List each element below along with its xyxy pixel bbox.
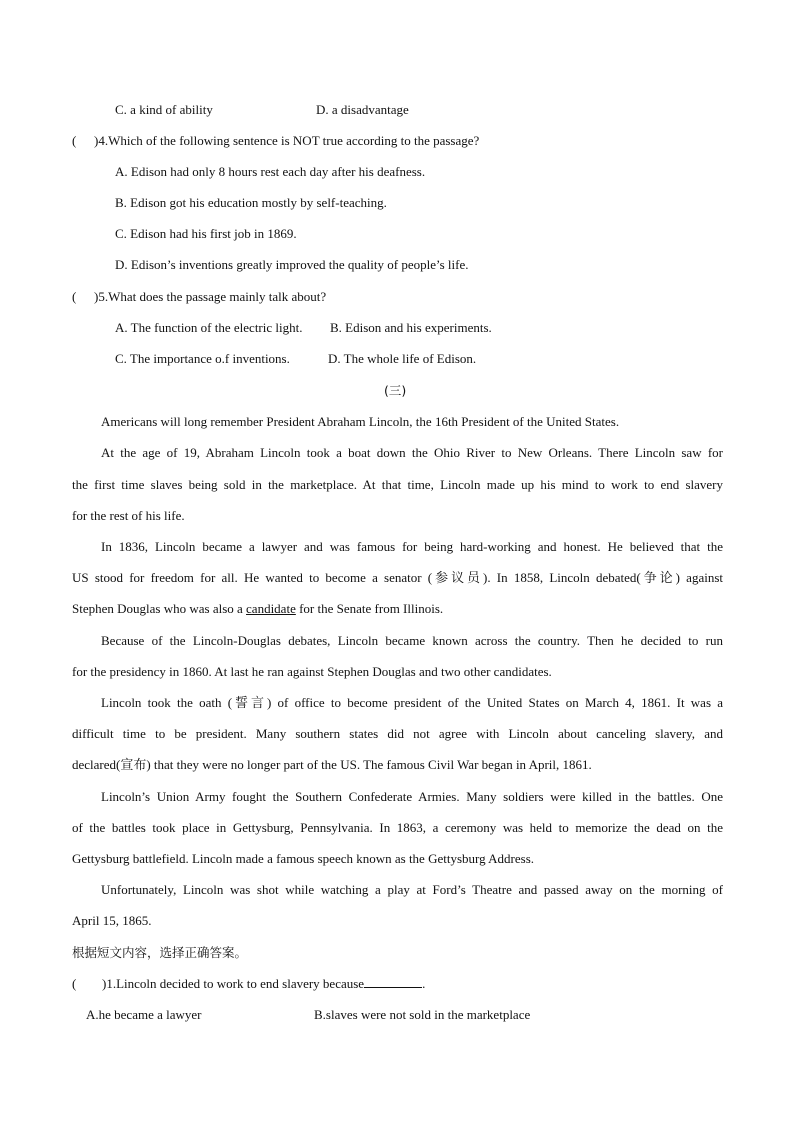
q4-stem-line [72,132,479,150]
q4-stem: )4.Which of the following sentence is NOT true according to the passage? [94,133,480,148]
q5-option-d: D. The whole life of Edison. [328,351,477,366]
instruction-text: 根据短文内容，选择正确答案。 [72,945,248,960]
s3-q1-stem-end: . [422,976,426,991]
q4-option-b: B. Edison got his education mostly by self-teaching. [115,195,387,210]
section-heading: (三) [384,383,407,398]
passage-p2-line-1: At the age of 19, Abraham Lincoln took a boat down the Ohio River to New Orleans. There Lincoln saw for [101,445,723,460]
q5-option-c: C. The importance o.f inventions. [115,351,290,366]
q3-option-d: D. a disadvantage [316,102,409,117]
s3-q1-stem-line [72,975,425,993]
passage-p3-line-3-pre: Stephen Douglas who was also a [72,601,247,616]
passage-p2-line-3: for the rest of his life. [72,508,185,523]
passage-p5-line-1: Lincoln took the oath (誓言) of office to become president of the United States on March 4, 1861. It was a [101,695,723,710]
passage-p5-line-2: difficult time to be president. Many southern states did not agree with Lincoln about canceling slavery, and [72,726,723,741]
passage-p4-line-1: Because of the Lincoln-Douglas debates, Lincoln became known across the country. Then he decided to run [101,633,723,648]
s3-q1-answer-blank[interactable] [364,975,422,988]
q5-answer-paren[interactable]: ( [72,289,77,304]
s3-q1-answer-paren[interactable]: ( [72,976,77,991]
q4-option-d: D. Edison’s inventions greatly improved the quality of people’s life. [115,257,469,272]
q3-option-c: C. a kind of ability [115,102,213,117]
q5-option-a: A. The function of the electric light. [115,320,303,335]
s3-q1-stem: )1.Lincoln decided to work to end slavery because [102,976,365,991]
q5-option-b: B. Edison and his experiments. [330,320,492,335]
passage-p6-line-2: of the battles took place in Gettysburg, Pennsylvania. In 1863, a ceremony was held to memorize the dead on the [72,820,723,835]
q4-answer-paren[interactable]: ( [72,133,77,148]
passage-p7-line-2: April 15, 1865. [72,913,152,928]
passage-p3-line-3-post: for the Senate from Illinois. [295,601,444,616]
passage-p3-line-3 [72,600,443,618]
q5-stem: )5.What does the passage mainly talk about? [94,289,327,304]
underlined-word-candidate: candidate [246,601,296,616]
passage-p4-line-2: for the presidency in 1860. At last he ran against Stephen Douglas and two other candidates. [72,664,552,679]
s3-q1-option-a: A.he became a lawyer [86,1007,202,1022]
passage-p6-line-1: Lincoln’s Union Army fought the Southern Confederate Armies. Many soldiers were killed in the battles. One [101,789,723,804]
passage-p3-line-1: In 1836, Lincoln became a lawyer and was famous for being hard-working and honest. He believed that the [101,539,723,554]
passage-paragraph-1: Americans will long remember President Abraham Lincoln, the 16th President of the United States. [101,414,620,429]
s3-q1-option-b: B.slaves were not sold in the marketplace [314,1007,531,1022]
passage-p2-line-2: the first time slaves being sold in the marketplace. At that time, Lincoln made up his mind to work to end slavery [72,477,723,492]
passage-p6-line-3: Gettysburg battlefield. Lincoln made a famous speech known as the Gettysburg Address. [72,851,535,866]
passage-p5-line-3: declared(宣布) that they were no longer part of the US. The famous Civil War began in April, 1861. [72,757,592,772]
passage-p3-line-2: US stood for freedom for all. He wanted to become a senator (参议员). In 1858, Lincoln debated(争论) against [72,570,723,585]
passage-p7-line-1: Unfortunately, Lincoln was shot while watching a play at Ford’s Theatre and passed away on the morning of [101,882,723,897]
q4-option-a: A. Edison had only 8 hours rest each day after his deafness. [115,164,426,179]
q4-option-c: C. Edison had his first job in 1869. [115,226,297,241]
q5-stem-line [72,288,326,306]
